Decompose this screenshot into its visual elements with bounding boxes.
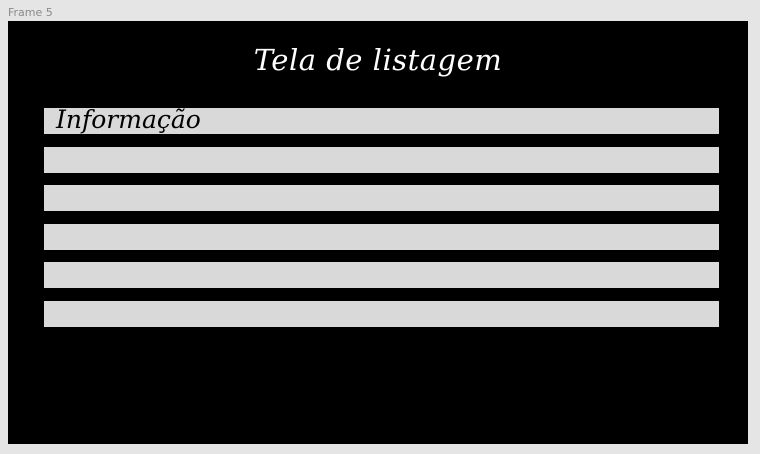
information-list — [44, 108, 719, 339]
list-item[interactable] — [44, 147, 719, 173]
screen-title: Tela de listagem — [253, 43, 503, 77]
list-item-label: Informação — [56, 108, 201, 134]
frame[interactable] — [8, 21, 748, 444]
list-item[interactable] — [44, 224, 719, 250]
frame-label[interactable]: Frame 5 — [8, 6, 53, 19]
list-item[interactable] — [44, 301, 719, 327]
list-item[interactable] — [44, 185, 719, 211]
list-item[interactable] — [44, 262, 719, 288]
list-item[interactable] — [44, 108, 719, 134]
